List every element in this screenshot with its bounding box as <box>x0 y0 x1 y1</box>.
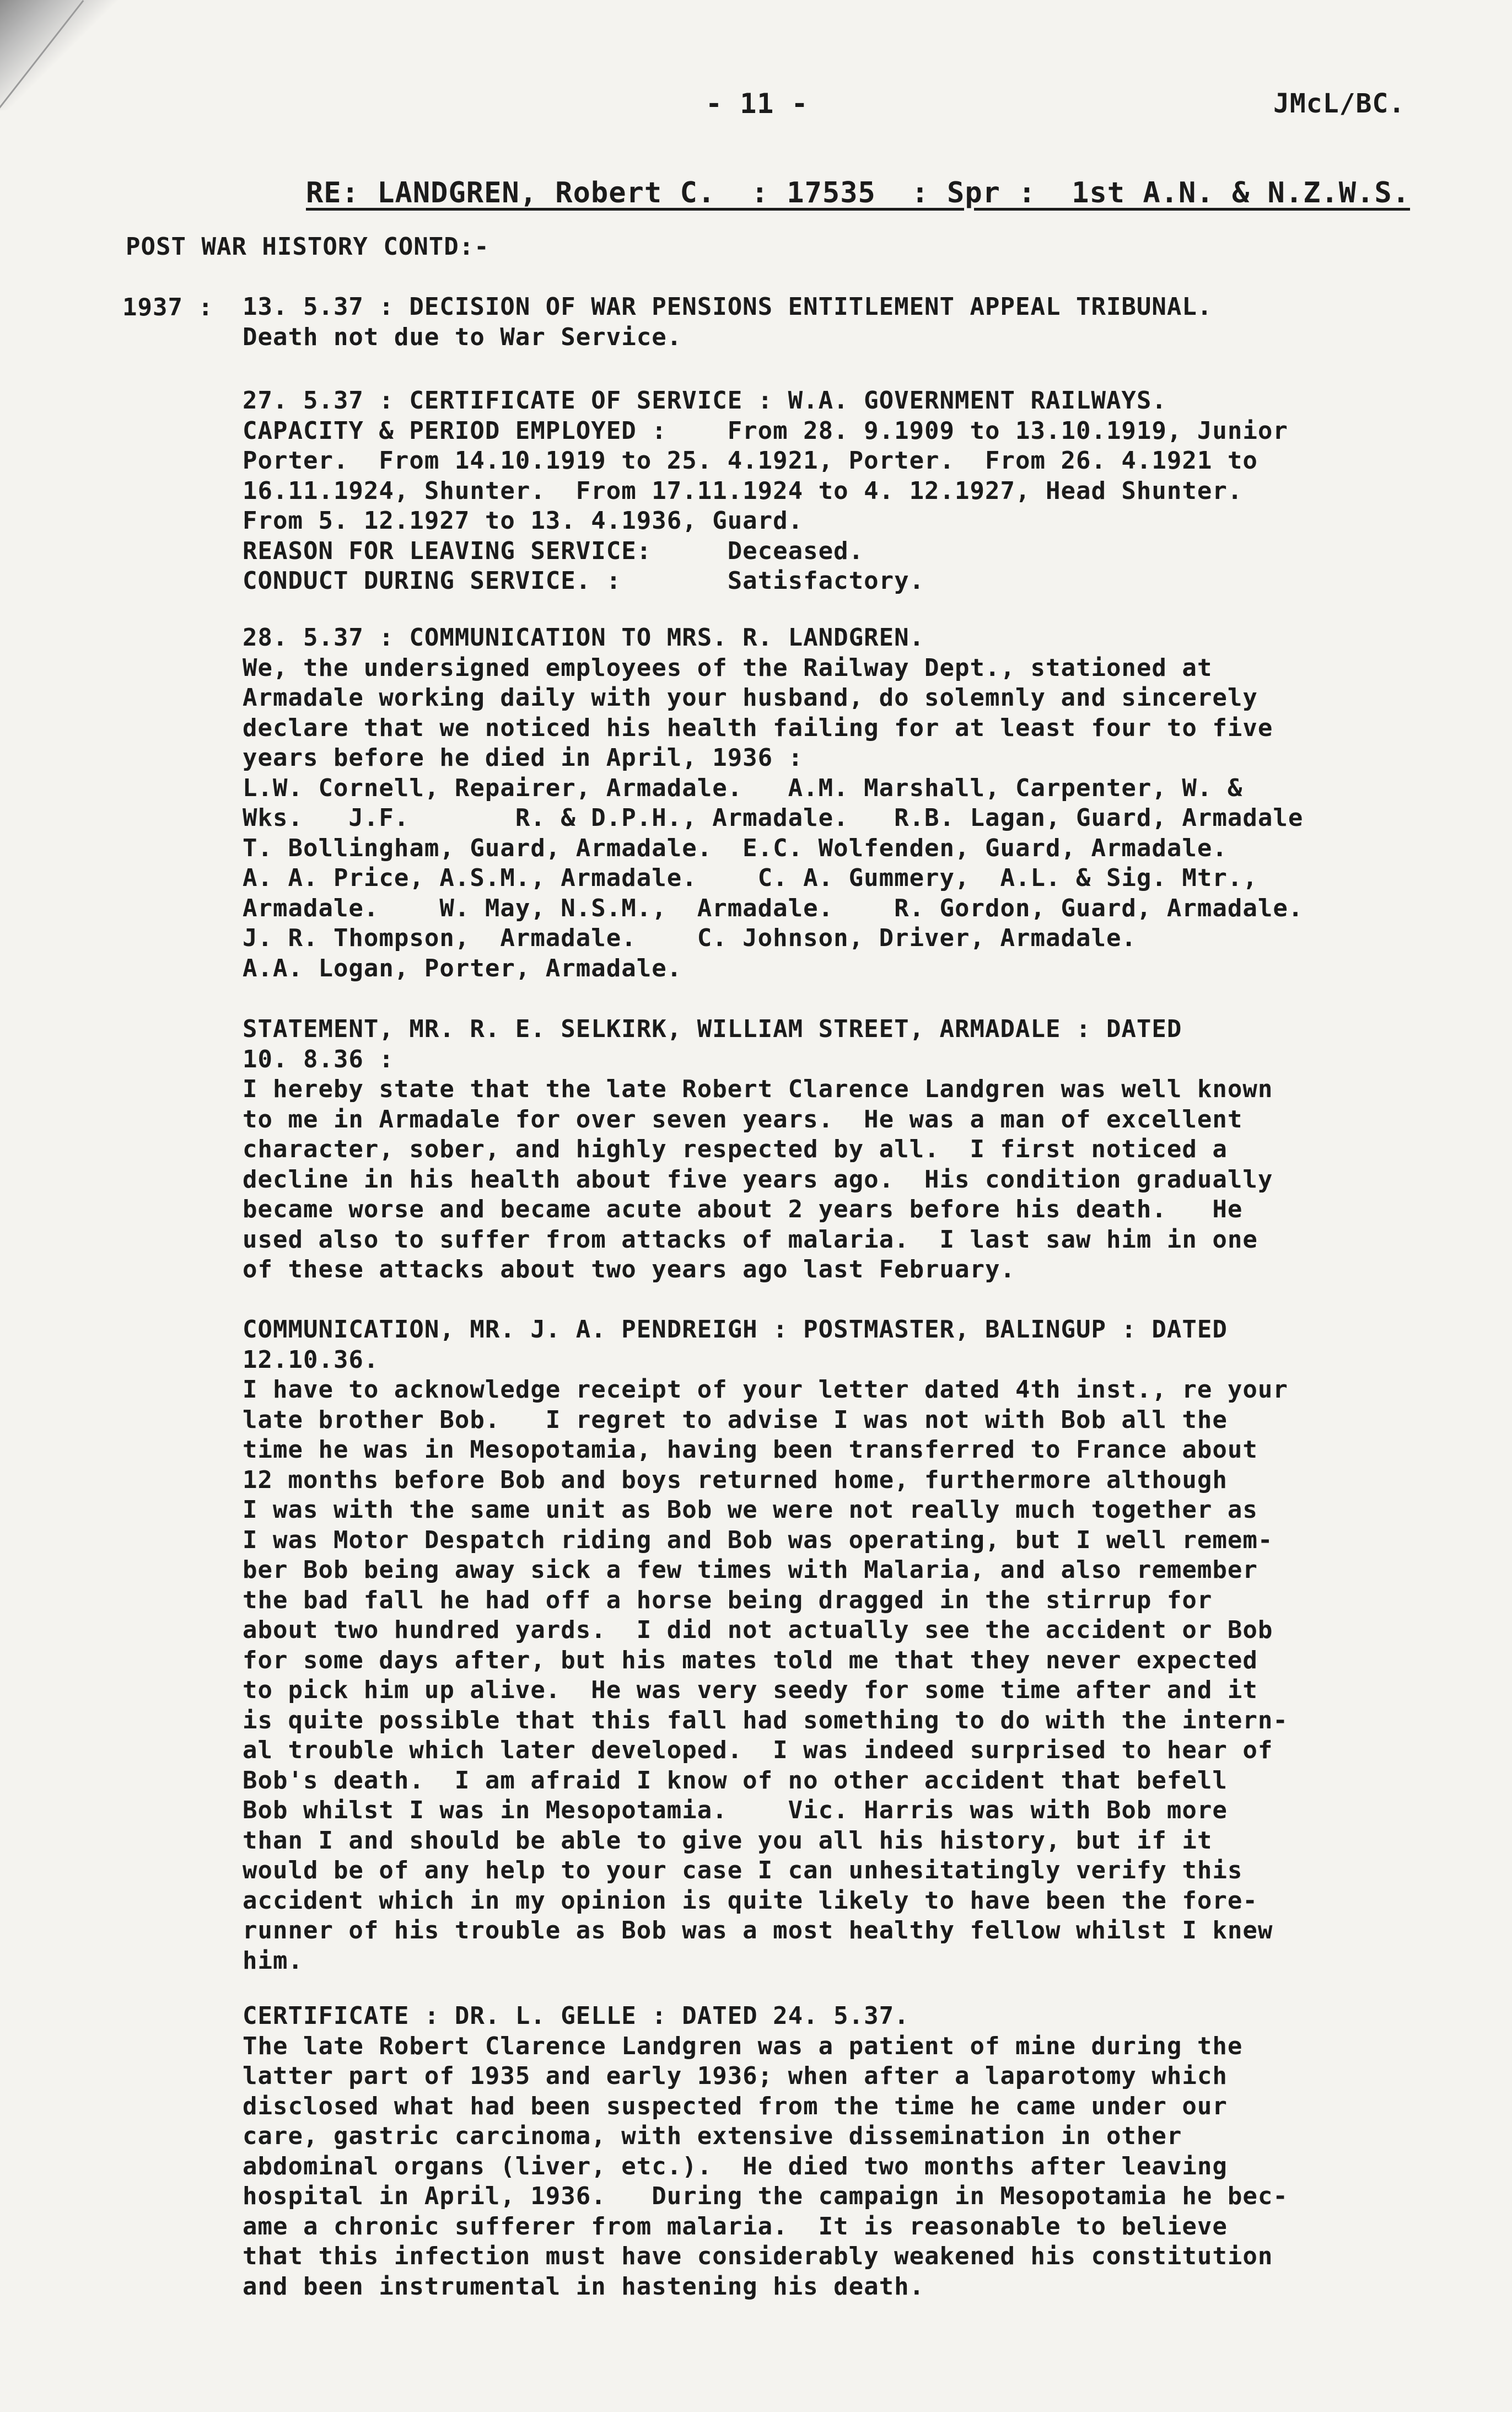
text-line: Armadale working daily with your husband, do solemnly and sincerely <box>243 684 1258 712</box>
text-line: declare that we noticed his health failing for at least four to five <box>243 713 1273 742</box>
text-line: Bob whilst I was in Mesopotamia. Vic. Harris was with Bob more <box>243 1796 1228 1824</box>
text-line: Porter. From 14.10.1919 to 25. 4.1921, Porter. From 26. 4.1921 to <box>243 447 1258 475</box>
text-line: would be of any help to your case I can unhesitatingly verify this <box>243 1856 1243 1884</box>
text-line: The late Robert Clarence Landgren was a patient of mine during the <box>243 2032 1243 2060</box>
text-line: care, gastric carcinoma, with extensive dissemination in other <box>243 2122 1182 2150</box>
text-line: time he was in Mesopotamia, having been transferred to France about <box>243 1436 1258 1464</box>
text-line: A. A. Price, A.S.M., Armadale. C. A. Gummery, A.L. & Sig. Mtr., <box>243 864 1258 892</box>
text-line: latter part of 1935 and early 1936; when after a laparotomy which <box>243 2062 1228 2090</box>
entry-communication-landgren <box>243 623 1303 984</box>
text-line: From 5. 12.1927 to 13. 4.1936, Guard. <box>243 507 804 535</box>
text-line: the bad fall he had off a horse being dragged in the stirrup for <box>243 1586 1213 1614</box>
text-line: is quite possible that this fall had something to do with the intern- <box>243 1706 1288 1734</box>
text-line: Death not due to War Service. <box>243 323 682 351</box>
section-heading: POST WAR HISTORY CONTD:- <box>126 233 489 261</box>
entry-tribunal <box>243 292 1212 352</box>
text-line: ame a chronic sufferer from malaria. It is reasonable to believe <box>243 2212 1228 2241</box>
text-line: hospital in April, 1936. During the campaign in Mesopotamia he bec- <box>243 2182 1288 2210</box>
text-line: than I and should be able to give you all his history, but if it <box>243 1826 1213 1855</box>
text-line: Armadale. W. May, N.S.M., Armadale. R. Gordon, Guard, Armadale. <box>243 894 1304 922</box>
entry-certificate-of-service <box>243 386 1288 597</box>
text-line: CERTIFICATE : DR. L. GELLE : DATED 24. 5.37. <box>243 2002 910 2030</box>
text-line: disclosed what had been suspected from the time he came under our <box>243 2092 1228 2120</box>
text-line: CONDUCT DURING SERVICE. : Satisfactory. <box>243 567 925 595</box>
entry-statement-selkirk <box>243 1014 1273 1285</box>
text-line: used also to suffer from attacks of malaria. I last saw him in one <box>243 1225 1258 1254</box>
text-line: A.A. Logan, Porter, Armadale. <box>243 954 682 982</box>
text-line: 13. 5.37 : DECISION OF WAR PENSIONS ENTITLEMENT APPEAL TRIBUNAL. <box>243 293 1213 321</box>
text-line: J. R. Thompson, Armadale. C. Johnson, Driver, Armadale. <box>243 924 1137 952</box>
year-label: 1937 : <box>122 293 213 321</box>
text-line: L.W. Cornell, Repairer, Armadale. A.M. Marshall, Carpenter, W. & <box>243 773 1243 802</box>
entry-certificate-gelle <box>243 2001 1288 2302</box>
text-line: of these attacks about two years ago last February. <box>243 1255 1016 1283</box>
text-line: REASON FOR LEAVING SERVICE: Deceased. <box>243 536 864 565</box>
text-line: to me in Armadale for over seven years. He was a man of excellent <box>243 1105 1243 1134</box>
text-line: runner of his trouble as Bob was a most healthy fellow whilst I knew <box>243 1916 1273 1944</box>
text-line: Bob's death. I am afraid I know of no other accident that befell <box>243 1766 1228 1795</box>
subject-line: RE: LANDGREN, Robert C. : 17535 : Spr : 1st A.N. & N.Z.W.S. <box>306 176 1411 209</box>
text-line: 12.10.36. <box>243 1345 379 1374</box>
text-line: T. Bollingham, Guard, Armadale. E.C. Wolfenden, Guard, Armadale. <box>243 834 1228 862</box>
text-line: I was with the same unit as Bob we were not really much together as <box>243 1496 1258 1524</box>
text-line: I was Motor Despatch riding and Bob was operating, but I well remem- <box>243 1525 1273 1554</box>
text-line: and been instrumental in hastening his death. <box>243 2272 925 2301</box>
text-line: decline in his health about five years ago. His condition gradually <box>243 1165 1273 1194</box>
text-line: I have to acknowledge receipt of your letter dated 4th inst., re your <box>243 1376 1288 1404</box>
text-line: abdominal organs (liver, etc.). He died two months after leaving <box>243 2152 1228 2180</box>
text-line: I hereby state that the late Robert Clarence Landgren was well known <box>243 1075 1273 1103</box>
text-line: became worse and became acute about 2 years before his death. He <box>243 1195 1243 1223</box>
text-line: Wks. J.F. R. & D.P.H., Armadale. R.B. Lagan, Guard, Armadale <box>243 804 1304 832</box>
text-line: al trouble which later developed. I was indeed surprised to hear of <box>243 1736 1273 1764</box>
text-line: 12 months before Bob and boys returned home, furthermore although <box>243 1465 1228 1494</box>
text-line: 28. 5.37 : COMMUNICATION TO MRS. R. LANDGREN. <box>243 624 925 652</box>
text-line: him. <box>243 1946 303 1975</box>
text-line: about two hundred yards. I did not actually see the accident or Bob <box>243 1616 1273 1644</box>
entry-communication-pendreigh <box>243 1315 1288 1976</box>
text-line: ber Bob being away sick a few times with Malaria, and also remember <box>243 1556 1258 1584</box>
text-line: late brother Bob. I regret to advise I was not with Bob all the <box>243 1405 1228 1434</box>
text-line: to pick him up alive. He was very seedy for some time after and it <box>243 1676 1258 1704</box>
text-line: years before he died in April, 1936 : <box>243 744 804 772</box>
file-reference: JMcL/BC. <box>1273 88 1406 119</box>
text-line: CAPACITY & PERIOD EMPLOYED : From 28. 9.1909 to 13.10.1919, Junior <box>243 416 1288 445</box>
page-number: - 11 - <box>706 88 809 120</box>
text-line: that this infection must have considerably weakened his constitution <box>243 2242 1273 2270</box>
text-line: COMMUNICATION, MR. J. A. PENDREIGH : POSTMASTER, BALINGUP : DATED <box>243 1315 1228 1344</box>
text-line: 10. 8.36 : <box>243 1045 394 1073</box>
text-line: We, the undersigned employees of the Railway Dept., stationed at <box>243 653 1213 682</box>
text-line: 27. 5.37 : CERTIFICATE OF SERVICE : W.A. GOVERNMENT RAILWAYS. <box>243 386 1167 415</box>
text-line: 16.11.1924, Shunter. From 17.11.1924 to 4. 12.1927, Head Shunter. <box>243 476 1243 505</box>
text-line: STATEMENT, MR. R. E. SELKIRK, WILLIAM STREET, ARMADALE : DATED <box>243 1015 1182 1043</box>
text-line: character, sober, and highly respected by all. I first noticed a <box>243 1135 1228 1163</box>
text-line: accident which in my opinion is quite likely to have been the fore- <box>243 1886 1258 1915</box>
text-line: for some days after, but his mates told me that they never expected <box>243 1646 1258 1674</box>
